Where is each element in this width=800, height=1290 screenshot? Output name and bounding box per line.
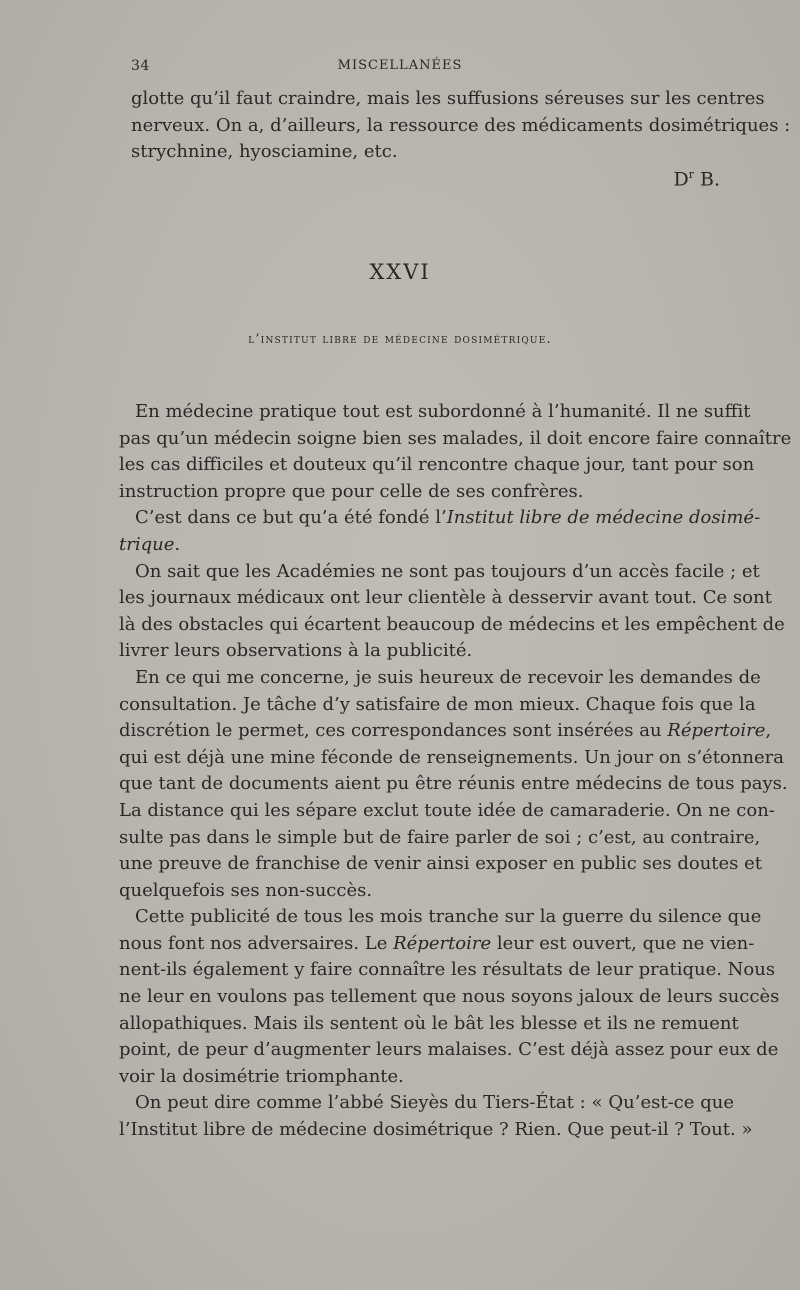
text-line: En médecine pratique tout est subordonné à l’humanité. Il ne suffit [135, 401, 751, 422]
text-line: Cette publicité de tous les mois tranche sur la guerre du silence que [135, 906, 762, 928]
text-line: glotte qu’il faut craindre, mais les suffusions séreuses sur les centres [131, 88, 765, 109]
text-line: point, de peur d’augmenter leurs malaises. C’est déjà assez pour eux de [119, 1039, 779, 1061]
intro-text [131, 86, 791, 166]
text-line: nous font nos adversaires. Le Répertoire leur est ouvert, que ne vien- [119, 932, 755, 954]
text-line: C’est dans ce but qu’a été fondé l’Institut libre de médecine dosimé- [135, 507, 761, 529]
text-line: strychnine, hyosciamine, etc. [131, 141, 398, 162]
article-body [119, 399, 792, 1144]
text-line: une preuve de franchise de venir ainsi exposer en public ses doutes et [119, 853, 763, 875]
text-line: l’Institut libre de médecine dosimétrique ? Rien. Que peut-il ? Tout. » [119, 1119, 753, 1141]
text-line: là des obstacles qui écartent beaucoup de médecins et les empêchent de [119, 613, 785, 635]
text-line: qui est déjà une mine féconde de renseignements. Un jour on s’étonnera [119, 746, 784, 768]
text-line: consultation. Je tâche d’y satisfaire de mon mieux. Chaque fois que la [119, 693, 756, 715]
text-line: livrer leurs observations à la publicité. [119, 640, 473, 662]
page-number: 34 [131, 58, 150, 74]
running-title: MISCELLANÉES [337, 58, 463, 73]
text-line: nerveux. On a, d’ailleurs, la ressource des médicaments dosimétriques : [131, 114, 791, 136]
section-number: XXVI [369, 260, 431, 284]
author-signature: $D^r$ B. [673, 168, 720, 191]
text-line: En ce qui me concerne, je suis heureux de recevoir les demandes de [135, 666, 761, 688]
text-line: nent-ils également y faire connaître les résultats de leur pratique. Nous [119, 959, 776, 981]
text-line: les cas difficiles et douteux qu’il rencontre chaque jour, tant pour son [119, 454, 755, 476]
text-line: trique. [119, 533, 181, 555]
text-line: allopathiques. Mais ils sentent où le bât les blesse et ils ne remuent [119, 1012, 739, 1034]
text-line: voir la dosimétrie triomphante. [119, 1065, 404, 1087]
text-line: On sait que les Académies ne sont pas toujours d’un accès facile ; et [135, 560, 760, 582]
text-line: ne leur en voulons pas tellement que nous soyons jaloux de leurs succès [119, 986, 780, 1008]
text-line: quelquefois ses non-succès. [119, 879, 373, 901]
text-line: On peut dire comme l’abbé Sieyès du Tiers-État : « Qu’est-ce que [135, 1092, 734, 1114]
section-title: l’institut libre de médecine dosimétrique. [248, 332, 552, 347]
text-line: sulte pas dans le simple but de faire parler de soi ; c’est, au contraire, [119, 826, 761, 848]
text-line: les journaux médicaux ont leur clientèle à desservir avant tout. Ce sont [119, 587, 772, 609]
text-line: que tant de documents aient pu être réunis entre médecins de tous pays. [119, 773, 788, 795]
text-line: discrétion le permet, ces correspondances sont insérées au Répertoire, [119, 720, 772, 742]
text-line: instruction propre que pour celle de ses confrères. [119, 480, 584, 502]
text-line: pas qu’un médecin soigne bien ses malades, il doit encore faire connaître [119, 427, 792, 449]
text-line: La distance qui les sépare exclut toute idée de camaraderie. On ne con- [119, 799, 775, 821]
